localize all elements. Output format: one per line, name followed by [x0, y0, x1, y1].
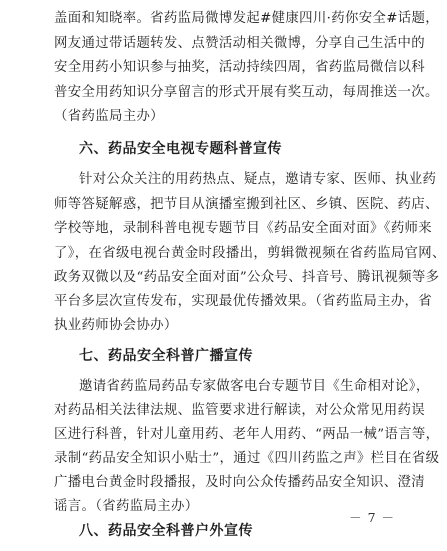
paragraph-line: 广播电台黄金时段播报，及时向公众传播药品安全知识、澄清	[54, 475, 425, 490]
paragraph-line: 安全用药小知识参与抽奖，活动持续四周，省药监局微信以科	[54, 60, 425, 75]
paragraph-line: 区进行科普，针对儿童用药、老年人用药、“两品一械”语言等，	[54, 427, 440, 442]
paragraph-line: 学校等地，录制科普电视专题节目《药品安全面对面》《药师来	[54, 221, 433, 236]
paragraph-line: 了》，在省级电视台黄金时段播出，剪辑微视频在省药监局官网、	[54, 246, 446, 261]
paragraph-line: 录制“药品安全知识小贴士”，通过《四川药监之声》栏目在省级	[54, 451, 440, 466]
section-heading: 八、药品安全科普户外宣传	[79, 523, 253, 539]
paragraph-line: 网友通过带话题转发、点赞活动相关微博，分享自己生活中的	[54, 36, 425, 51]
paragraph-line: 师等答疑解惑，把节目从演播室搬到社区、乡镇、医院、药店、	[54, 197, 439, 212]
paragraph-line: 邀请省药监局药品专家做客电台专题节目《生命相对论》，	[79, 379, 430, 394]
paragraph-line: 盖面和知晓率。省药监局微博发起#健康四川·药你安全#话题，	[54, 11, 440, 26]
page-number: － 7 －	[349, 510, 395, 525]
paragraph-line: 针对公众关注的用药热点、疑点，邀请专家、医师、执业药	[79, 172, 437, 187]
paragraph-line: 政务双微以及“药品安全面对面”公众号、抖音号、腾讯视频等多	[54, 270, 440, 285]
paragraph-line: 普安全用药知识分享留言的形式开展有奖互动，每周推送一次。	[54, 85, 439, 100]
paragraph-line: （省药监局主办）	[54, 109, 164, 124]
paragraph-line: 执业药师协会协办）	[54, 318, 178, 333]
paragraph-line: 平台多层次宣传发布，实现最优传播效果。（省药监局主办，省	[54, 294, 433, 309]
section-heading: 七、药品安全科普广播宣传	[79, 348, 253, 364]
paragraph-line: 对药品相关法律法规、监管要求进行解读，对公众常见用药误	[54, 403, 425, 418]
section-heading: 六、药品安全电视专题科普宣传	[79, 141, 282, 157]
paragraph-line: 谣言。（省药监局主办）	[54, 499, 199, 514]
